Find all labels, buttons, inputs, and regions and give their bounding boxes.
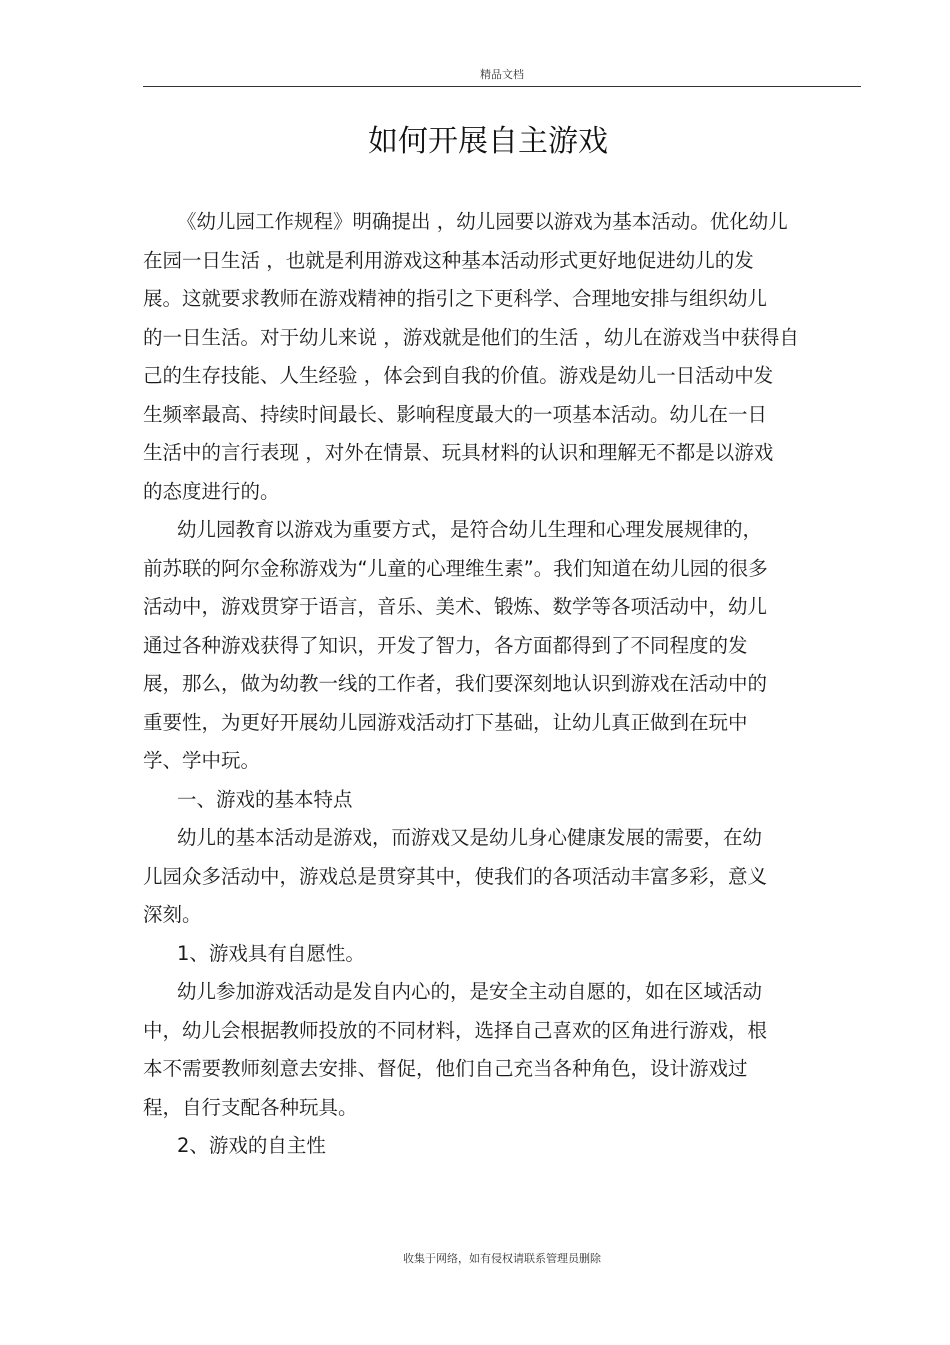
body-line: 生活中的言行表现 ，对外在情景、玩具材料的认识和理解无不都是以游戏 bbox=[143, 441, 774, 464]
body-line: 中，幼儿会根据教师投放的不同材料，选择自己喜欢的区角进行游戏，根 bbox=[143, 1018, 768, 1042]
body-line: 幼儿园教育以游戏为重要方式，是符合幼儿生理和心理发展规律的， bbox=[177, 518, 763, 541]
body-line: 的一日生活。对于幼儿来说 ，游戏就是他们的生活 ，幼儿在游戏当中获得自 bbox=[143, 325, 799, 349]
body-line: 生频率最高、持续时间最长、影响程度最大的一项基本活动。幼儿在一日 bbox=[143, 402, 768, 426]
document-body bbox=[143, 203, 845, 1166]
document-title: 如何开展自主游戏 bbox=[368, 124, 608, 159]
body-line: 活动中，游戏贯穿于语言，音乐、美术、锻炼、数学等各项活动中，幼儿 bbox=[143, 595, 768, 618]
body-line: 学、学中玩。 bbox=[143, 749, 261, 772]
body-line: 《幼儿园工作规程》明确提出 ，幼儿园要以游戏为基本活动。优化幼儿 bbox=[177, 210, 788, 233]
header-label: 精品文档 bbox=[480, 68, 524, 81]
section-heading: 一、游戏的基本特点 bbox=[177, 787, 353, 811]
footer-note: 收集于网络，如有侵权请联系管理员删除 bbox=[403, 1252, 601, 1265]
body-line: 重要性，为更好开展幼儿园游戏活动打下基础，让幼儿真正做到在玩中 bbox=[143, 710, 748, 734]
body-line: 展，那么，做为幼教一线的工作者，我们要深刻地认识到游戏在活动中的 bbox=[143, 672, 768, 695]
body-line: 幼儿的基本活动是游戏，而游戏又是幼儿身心健康发展的需要，在幼 bbox=[177, 826, 763, 849]
body-line: 深刻。 bbox=[143, 903, 202, 926]
page-header bbox=[143, 66, 861, 87]
body-line: 幼儿参加游戏活动是发自内心的，是安全主动自愿的，如在区域活动 bbox=[177, 980, 763, 1003]
body-line: 的态度进行的。 bbox=[143, 479, 280, 503]
body-line: 通过各种游戏获得了知识，开发了智力，各方面都得到了不同程度的发 bbox=[143, 633, 748, 657]
body-line: 展。这就要求教师在游戏精神的指引之下更科学、合理地安排与组织幼儿 bbox=[143, 287, 768, 310]
subsection-heading: 2、游戏的自主性 bbox=[177, 1134, 326, 1157]
page-footer bbox=[143, 1250, 861, 1268]
body-line: 己的生存技能、人生经验 ，体会到自我的价值。游戏是幼儿一日活动中发 bbox=[143, 364, 774, 387]
body-line: 前苏联的阿尔金称游戏为“儿童的心理维生素”。我们知道在幼儿园的很多 bbox=[143, 556, 768, 580]
body-line: 本不需要教师刻意去安排、督促，他们自己充当各种角色，设计游戏过 bbox=[143, 1057, 748, 1080]
body-line: 儿园众多活动中，游戏总是贯穿其中，使我们的各项活动丰富多彩，意义 bbox=[143, 864, 768, 888]
body-line: 程，自行支配各种玩具。 bbox=[143, 1095, 358, 1119]
body-line: 在园一日生活 ，也就是利用游戏这种基本活动形式更好地促进幼儿的发 bbox=[143, 248, 754, 272]
subsection-heading: 1、游戏具有自愿性。 bbox=[177, 941, 365, 965]
